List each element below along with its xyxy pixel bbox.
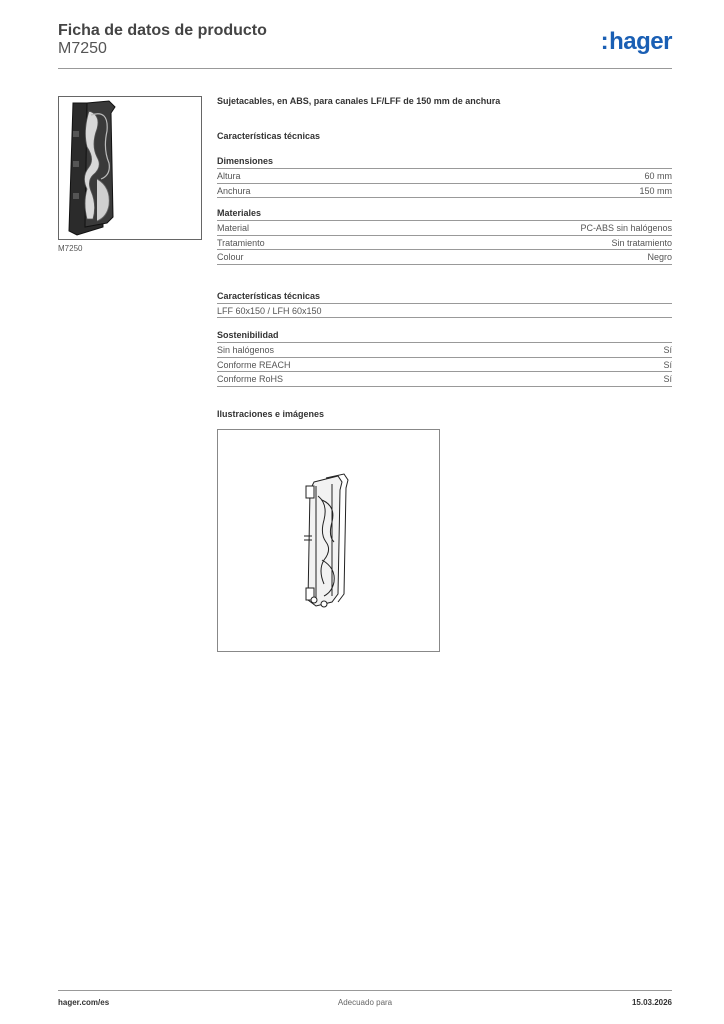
row-value: 150 mm [639,185,672,196]
row-label: Sin halógenos [217,345,275,355]
cable-holder-line-drawing-icon [218,430,439,651]
illustrations-heading: Ilustraciones e imágenes [217,408,325,419]
row-label: Altura [217,171,241,181]
materials-heading: Materiales [217,208,672,221]
table-row [217,169,672,184]
row-value: 60 mm [644,171,672,181]
row-label: Conforme RoHS [217,374,284,384]
sustainability-heading: Sostenibilidad [217,330,672,343]
footer-divider [58,990,672,991]
product-details [217,96,672,419]
hager-logo [601,28,672,56]
tech2-value: LFF 60x150 / LFH 60x150 [217,304,672,319]
row-value: PC-ABS sin halógenos [580,223,672,233]
header-divider [58,68,672,69]
footer-center-text: Adecuado para [337,998,393,1007]
table-row [217,343,672,358]
table-row [217,236,672,251]
table-row [217,250,672,265]
illustration-frame [217,429,440,652]
thumbnail-caption: M7250 [58,244,83,253]
row-value: Sí [663,374,672,384]
table-row [217,221,672,236]
cable-holder-clip-icon [59,97,201,239]
table-row [217,372,672,387]
footer-website-link[interactable]: hager.com/es [58,998,110,1007]
row-label: Anchura [217,185,251,196]
logo-dots: : [600,28,609,55]
page-header [58,20,672,70]
row-value: Sí [663,359,672,370]
dimensions-heading: Dimensiones [217,156,672,169]
row-label: Colour [217,252,244,262]
row-label: Conforme REACH [217,359,291,370]
footer-date: 15.03.2026 [631,998,672,1007]
product-thumbnail [58,96,202,240]
table-row [217,184,672,199]
row-value: Sí [663,345,672,355]
logo-text: hager [609,28,672,55]
row-value: Negro [647,252,672,262]
product-code: M7250 [58,40,107,57]
row-label: Tratamiento [217,237,265,248]
tech2-heading: Características técnicas [217,291,672,304]
tech-heading: Características técnicas [217,131,321,141]
row-label: Material [217,223,250,233]
product-description: Sujetacables, en ABS, para canales LF/LFF de 150 mm de anchura [217,96,501,106]
row-value: Sin tratamiento [611,237,672,248]
table-row [217,358,672,373]
page-title: Ficha de datos de producto [58,22,267,39]
